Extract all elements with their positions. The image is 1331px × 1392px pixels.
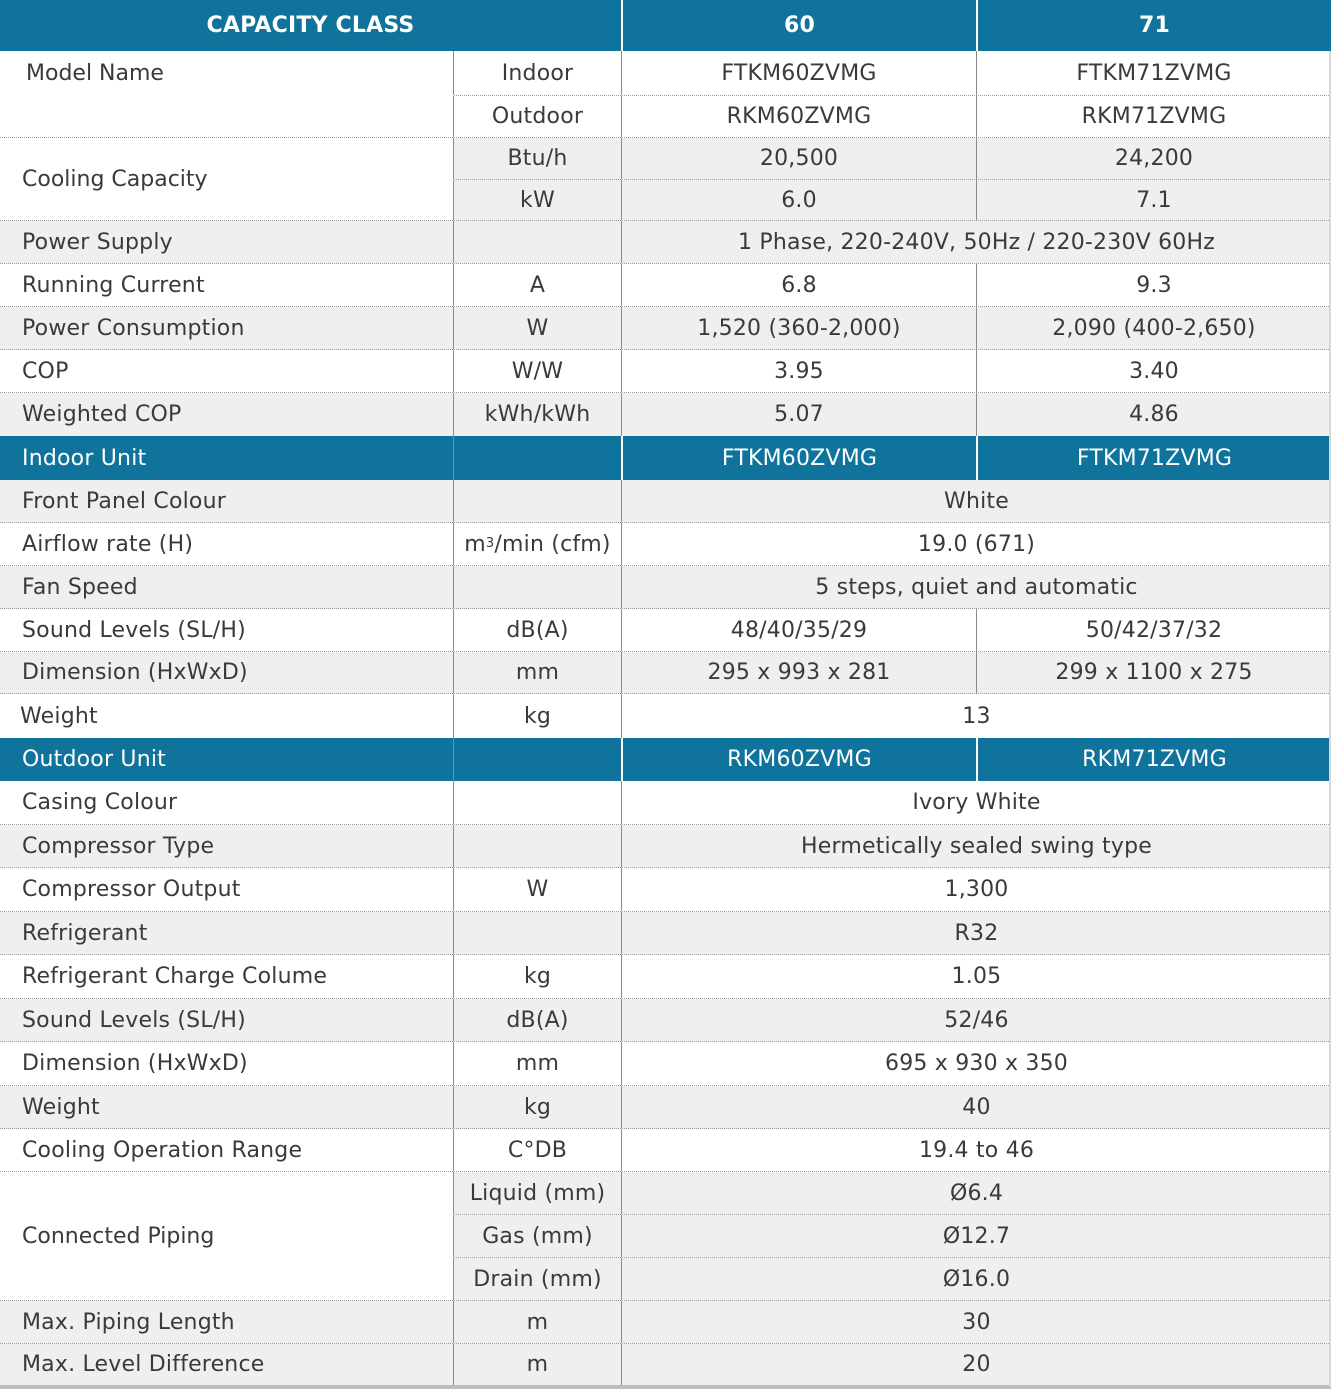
model-outdoor-60: RKM60ZVMG xyxy=(621,96,976,137)
casing-label: Casing Colour xyxy=(22,790,178,815)
max-level-difference-unit: m xyxy=(453,1344,621,1385)
outdoor-unit-header xyxy=(0,738,1331,781)
refrigerant-label: Refrigerant xyxy=(22,920,148,946)
max-piping-length-value: 30 xyxy=(621,1301,1331,1343)
indoor-sound-71: 50/42/37/32 xyxy=(976,609,1331,651)
weighted-cop-row xyxy=(0,393,1331,436)
weighted-cop-71: 4.86 xyxy=(976,393,1331,436)
front-panel-row xyxy=(0,480,1331,523)
cooling-capacity-label: Cooling Capacity xyxy=(0,138,453,221)
connected-piping-label: Connected Piping xyxy=(0,1172,453,1301)
indoor-dimension-unit: mm xyxy=(453,652,621,693)
cooling-btu-60: 20,500 xyxy=(621,138,976,179)
model-outdoor-71: RKM71ZVMG xyxy=(976,96,1331,137)
column-header-71: 71 xyxy=(976,0,1331,51)
outdoor-dimension-value: 695 x 930 x 350 xyxy=(621,1042,1331,1085)
outdoor-sound-label: Sound Levels (SL/H) xyxy=(22,1007,246,1033)
outdoor-weight-value: 40 xyxy=(621,1086,1331,1128)
indoor-sound-60: 48/40/35/29 xyxy=(621,609,976,651)
airflow-unit: m 3 /min (cfm) xyxy=(453,523,621,565)
max-piping-length-label: Max. Piping Length xyxy=(22,1309,235,1335)
bottom-rule xyxy=(0,1385,1331,1389)
capacity-class-header xyxy=(0,0,1331,51)
indoor-weight-label: Weight xyxy=(20,703,98,729)
indoor-dimension-label: Dimension (HxWxD) xyxy=(22,660,248,685)
indoor-weight-value: 13 xyxy=(621,694,1331,738)
indoor-dimension-60: 295 x 993 x 281 xyxy=(621,652,976,693)
power-consumption-row xyxy=(0,307,1331,350)
capacity-class-label: CAPACITY CLASS xyxy=(206,13,415,38)
operation-range-row xyxy=(0,1129,1331,1172)
cop-unit: W/W xyxy=(453,350,621,392)
outdoor-dimension-unit: mm xyxy=(453,1042,621,1085)
outdoor-weight-row xyxy=(0,1086,1331,1129)
outdoor-dimension-label: Dimension (HxWxD) xyxy=(22,1051,248,1076)
compressor-type-label: Compressor Type xyxy=(22,833,215,859)
running-current-71: 9.3 xyxy=(976,264,1331,306)
unit-kw: kW xyxy=(453,180,621,220)
operation-range-value: 19.4 to 46 xyxy=(621,1129,1331,1171)
outdoor-dimension-row xyxy=(0,1042,1331,1086)
fan-speed-row xyxy=(0,566,1331,609)
indoor-weight-row xyxy=(0,694,1331,738)
indoor-unit-title: Indoor Unit xyxy=(22,445,147,471)
cooling-kw-60: 6.0 xyxy=(621,180,976,220)
airflow-value: 19.0 (671) xyxy=(621,523,1331,565)
indoor-sound-row xyxy=(0,609,1331,652)
power-consumption-label: Power Consumption xyxy=(22,315,245,341)
refrigerant-charge-row xyxy=(0,955,1331,999)
outdoor-sound-unit: dB(A) xyxy=(453,999,621,1041)
casing-row xyxy=(0,781,1331,825)
cooling-kw-71: 7.1 xyxy=(976,180,1331,220)
cop-71: 3.40 xyxy=(976,350,1331,392)
fan-speed-label: Fan Speed xyxy=(22,574,138,600)
outdoor-weight-unit: kg xyxy=(453,1086,621,1128)
weighted-cop-unit: kWh/kWh xyxy=(453,393,621,436)
refrigerant-charge-unit: kg xyxy=(453,955,621,998)
compressor-output-row xyxy=(0,868,1331,912)
cop-row xyxy=(0,350,1331,393)
model-name-label: Model Name xyxy=(0,51,453,96)
front-panel-label: Front Panel Colour xyxy=(22,488,226,514)
refrigerant-charge-value: 1.05 xyxy=(621,955,1331,998)
compressor-type-row xyxy=(0,825,1331,868)
indoor-sound-label: Sound Levels (SL/H) xyxy=(22,617,246,643)
outdoor-sound-value: 52/46 xyxy=(621,999,1331,1041)
indoor-sound-unit: dB(A) xyxy=(453,609,621,651)
compressor-output-value: 1,300 xyxy=(621,868,1331,911)
unit-btu: Btu/h xyxy=(453,138,621,179)
indoor-model-60: FTKM60ZVMG xyxy=(621,436,976,480)
power-consumption-unit: W xyxy=(453,307,621,349)
operation-range-label: Cooling Operation Range xyxy=(22,1137,303,1163)
fan-speed-value: 5 steps, quiet and automatic xyxy=(621,566,1331,608)
model-indoor-60: FTKM60ZVMG xyxy=(621,51,976,95)
weighted-cop-label: Weighted COP xyxy=(22,402,182,427)
weighted-cop-60: 5.07 xyxy=(621,393,976,436)
max-piping-length-unit: m xyxy=(453,1301,621,1343)
power-supply-label: Power Supply xyxy=(22,229,173,255)
running-current-unit: A xyxy=(453,264,621,306)
unit-indoor: Indoor xyxy=(453,51,621,95)
compressor-output-label: Compressor Output xyxy=(22,877,241,902)
indoor-dimension-row xyxy=(0,652,1331,694)
cop-label: COP xyxy=(22,358,69,384)
casing-value: Ivory White xyxy=(621,781,1331,824)
column-header-60: 60 xyxy=(621,0,976,51)
compressor-type-value: Hermetically sealed swing type xyxy=(621,825,1331,867)
piping-drain-value: Ø16.0 xyxy=(621,1258,1331,1300)
refrigerant-charge-label: Refrigerant Charge Colume xyxy=(22,964,328,989)
power-supply-row xyxy=(0,221,1331,264)
piping-gas-unit: Gas (mm) xyxy=(453,1215,621,1257)
unit-outdoor: Outdoor xyxy=(453,96,621,137)
running-current-label: Running Current xyxy=(22,272,205,298)
outdoor-model-71: RKM71ZVMG xyxy=(976,738,1331,781)
outdoor-sound-row xyxy=(0,999,1331,1042)
outdoor-model-60: RKM60ZVMG xyxy=(621,738,976,781)
max-level-difference-value: 20 xyxy=(621,1344,1331,1385)
max-level-difference-row xyxy=(0,1344,1331,1385)
piping-drain-unit: Drain (mm) xyxy=(453,1258,621,1300)
outdoor-weight-label: Weight xyxy=(22,1094,100,1120)
indoor-dimension-71: 299 x 1100 x 275 xyxy=(976,652,1331,693)
front-panel-value: White xyxy=(621,480,1331,522)
piping-gas-value: Ø12.7 xyxy=(621,1215,1331,1257)
outdoor-unit-title: Outdoor Unit xyxy=(22,747,166,772)
running-current-60: 6.8 xyxy=(621,264,976,306)
max-piping-length-row xyxy=(0,1301,1331,1344)
refrigerant-row xyxy=(0,912,1331,955)
cop-60: 3.95 xyxy=(621,350,976,392)
piping-liquid-value: Ø6.4 xyxy=(621,1172,1331,1214)
power-consumption-60: 1,520 (360-2,000) xyxy=(621,307,976,349)
piping-liquid-unit: Liquid (mm) xyxy=(453,1172,621,1214)
cooling-btu-71: 24,200 xyxy=(976,138,1331,179)
indoor-model-71: FTKM71ZVMG xyxy=(976,436,1331,480)
model-indoor-71: FTKM71ZVMG xyxy=(976,51,1331,95)
operation-range-unit: C°DB xyxy=(453,1129,621,1171)
running-current-row xyxy=(0,264,1331,307)
model-name-outdoor-row xyxy=(0,96,1331,138)
indoor-weight-unit: kg xyxy=(453,694,621,738)
refrigerant-value: R32 xyxy=(621,912,1331,954)
power-supply-value: 1 Phase, 220-240V, 50Hz / 220-230V 60Hz xyxy=(621,221,1331,263)
indoor-unit-header xyxy=(0,436,1331,480)
power-consumption-71: 2,090 (400-2,650) xyxy=(976,307,1331,349)
compressor-output-unit: W xyxy=(453,868,621,911)
airflow-row xyxy=(0,523,1331,566)
airflow-label: Airflow rate (H) xyxy=(22,531,194,557)
max-level-difference-label: Max. Level Difference xyxy=(22,1352,265,1377)
